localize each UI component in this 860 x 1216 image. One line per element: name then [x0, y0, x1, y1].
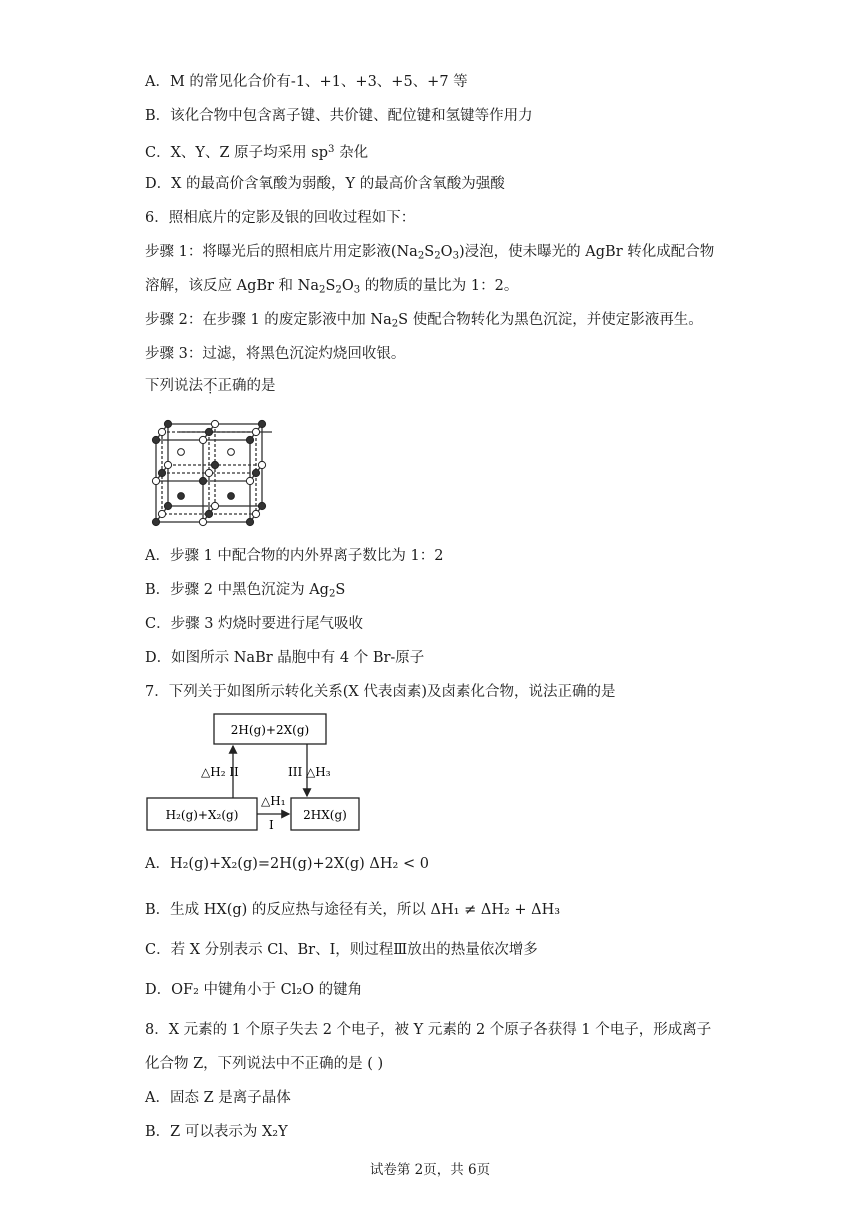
q7-option-b: B．生成 HX(g) 的反应热与途径有关，所以 ΔH₁ ≠ ΔH₂ + ΔH₃: [145, 902, 561, 918]
q6-option-d: D．如图所示 NaBr 晶胞中有 4 个 Br-原子: [145, 650, 425, 666]
q5-option-b: B．该化合物中包含离子键、共价键、配位键和氢键等作用力: [145, 108, 533, 124]
q6-step1-line1: 步骤 1：将曝光后的照相底片用定影液$(Na_2S_2O_3)$浸泡，使未曝光的 AgBr 转化成配合物: [145, 244, 715, 262]
q8-stem-line1: 8．X 元素的 1 个原子失去 2 个电子，被 Y 元素的 2 个原子各获得 1 个电子，形成离子: [145, 1022, 712, 1038]
q6-step2: 步骤 2：在步骤 1 的废定影液中加 $Na_2S$ 使配合物转化为黑色沉淀，并使定影液再生。: [145, 312, 703, 330]
q5-option-a: A．M 的常见化合价有-1、+1、+3、+5、+7 等: [145, 74, 468, 90]
nabr-crystal-cell-diagram: [148, 416, 272, 528]
arrow-i-top-label: △H₁: [261, 794, 286, 808]
q7-option-d: D．OF₂ 中键角小于 Cl₂O 的键角: [145, 982, 363, 998]
emphasis-dot: 不: [203, 378, 218, 394]
q6-option-c: C．步骤 3 灼烧时要进行尾气吸收: [145, 616, 364, 632]
top-box-label: 2H(g)+2X(g): [230, 723, 310, 737]
q7-option-a: A．H₂(g)+X₂(g)=2H(g)+2X(g) ΔH₂ < 0: [145, 856, 429, 872]
q8-stem-line2: 化合物 Z，下列说法中不正确的是 ( ): [145, 1056, 384, 1072]
q6-option-b: B．步骤 2 中黑色沉淀为 $Ag_2S$: [145, 582, 346, 600]
q7-option-c: C．若 X 分别表示 Cl、Br、I，则过程Ⅲ放出的热量依次增多: [145, 942, 538, 958]
right-box-label: 2HX(g): [303, 808, 347, 822]
q7-stem: 7．下列关于如图所示转化关系(X 代表卤素)及卤素化合物，说法正确的是: [145, 684, 616, 700]
arrow-iii-label: III △H₃: [288, 765, 331, 779]
q5-option-c: C．X、Y、Z 原子均采用 $sp^3$ 杂化: [145, 144, 369, 162]
energy-cycle-diagram: [145, 710, 365, 836]
q6-stem: 6．照相底片的定影及银的回收过程如下：: [145, 210, 416, 226]
q6-step1-line2: 溶解，该反应 AgBr 和 $Na_2S_2O_3$ 的物质的量比为 1：2。: [145, 278, 519, 296]
page-footer: 试卷第 2页，共 6页: [369, 1162, 491, 1178]
q5-option-d: D．X 的最高价含氧酸为弱酸，Y 的最高价含氧酸为强酸: [145, 176, 505, 192]
q6-option-a: A．步骤 1 中配合物的内外界离子数比为 1：2: [145, 548, 444, 564]
left-box-label: H₂(g)+X₂(g): [165, 808, 239, 822]
arrow-ii-label: △H₂ II: [201, 765, 239, 779]
q6-question: 下列说法不正确的是: [145, 378, 276, 394]
arrow-i-bottom-label: I: [269, 818, 274, 832]
q6-step3: 步骤 3：过滤，将黑色沉淀灼烧回收银。: [145, 346, 406, 362]
q8-option-a: A．固态 Z 是离子晶体: [145, 1090, 291, 1106]
q8-option-b: B．Z 可以表示为 X₂Y: [145, 1124, 288, 1140]
